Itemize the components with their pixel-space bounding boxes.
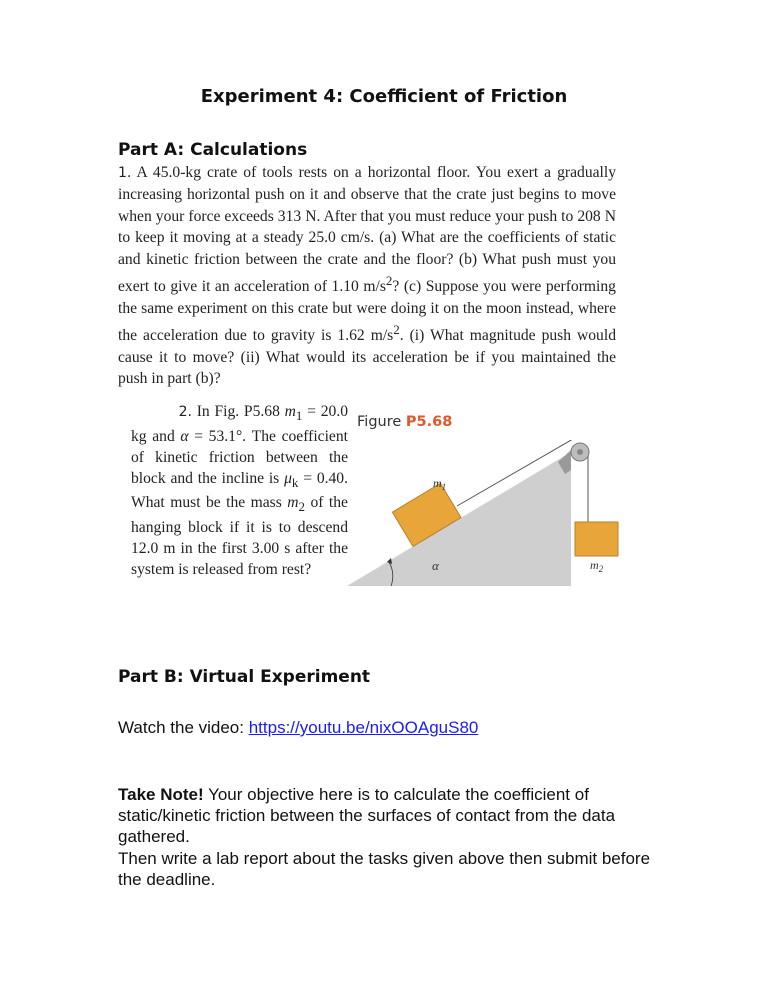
note-paragraph xyxy=(118,784,658,847)
problem-1-text-3: . (i) What magnitude push would cause it to move? (ii) What would its acceleration be if you maintained the push in part (b)? xyxy=(118,327,616,388)
problem-1-sup-a: 2 xyxy=(385,273,393,289)
problem-1-sup-b: 2 xyxy=(393,322,400,338)
problem-2-m1-sub: 1 xyxy=(295,408,303,424)
problem-2-text-c: = 53.1°. The coefficient of kinetic friction between the block and the incline is xyxy=(131,427,348,487)
m1-label-sub: 1 xyxy=(441,482,447,492)
block-m2 xyxy=(575,522,618,556)
note-bold: Take Note! xyxy=(118,785,204,804)
pulley-axle xyxy=(577,449,583,455)
page-title: Experiment 4: Coefficient of Friction xyxy=(200,86,568,107)
part-b-heading: Part B: Virtual Experiment xyxy=(118,667,371,687)
part-a-heading: Part A: Calculations xyxy=(118,140,308,160)
angle-label: α xyxy=(432,558,439,573)
problem-1-text: A 45.0-kg crate of tools rests on a horizontal floor. You exert a gradually increasing horizontal push on it and observe that the crate just begins to move when your force exceeds 313 N. After that you must reduce your push to 208 N to keep it moving at a steady 25.0 cm/s. (a) What are the coefficients of static and kinetic friction between the crate and the floor? (b) What push must you exert to give it an acceleration of 1.10 m/s xyxy=(118,164,616,296)
problem-2-mu: μ xyxy=(284,469,292,487)
m2-label-sub: 2 xyxy=(598,564,604,574)
problem-1 xyxy=(118,162,616,389)
problem-2-text-b: = 20.0 kg and xyxy=(131,403,349,445)
problem-2-alpha: α xyxy=(180,427,189,445)
problem-2-m2-sub: 2 xyxy=(298,499,306,515)
watch-line xyxy=(118,717,478,738)
incline-figure xyxy=(345,440,635,590)
m2-label xyxy=(590,558,604,574)
problem-2-text-a: In Fig. P5.68 xyxy=(196,403,280,420)
problem-2-text-d: = 0.40. What must be the mass xyxy=(131,469,349,512)
problem-2 xyxy=(131,402,348,581)
figure-label-prefix: Figure xyxy=(357,414,402,430)
problem-1-number: 1. xyxy=(118,165,132,181)
figure-label-code: P5.68 xyxy=(405,414,453,430)
note-text: Your objective here is to calculate the coefficient of static/kinetic friction between the surfaces of contact from the data gathered. xyxy=(118,785,616,846)
instructions-paragraph: Then write a lab report about the tasks given above then submit before the deadline. xyxy=(118,849,651,889)
video-link[interactable]: https://youtu.be/nixOOAguS80 xyxy=(248,718,479,737)
problem-2-m2: m xyxy=(287,494,299,512)
figure-label xyxy=(357,414,452,430)
problem-2-m1: m xyxy=(284,403,296,420)
problem-2-number: 2. xyxy=(178,404,192,420)
problem-1-text-2: ? (c) Suppose you were performing the same experiment on this crate but were doing it on the moon instead, where the acceleration due to gravity is 1.62 m/s xyxy=(118,278,616,345)
problem-2-mu-sub: k xyxy=(291,474,299,490)
m1-label-m: m xyxy=(433,476,442,490)
watch-text: Watch the video: xyxy=(118,718,249,737)
problem-2-text-e: of the hanging block if it is to descend 12.0 m in the first 3.00 s after the system is released from rest? xyxy=(131,494,348,578)
m1-label xyxy=(433,476,446,492)
m2-label-m: m xyxy=(590,558,599,572)
